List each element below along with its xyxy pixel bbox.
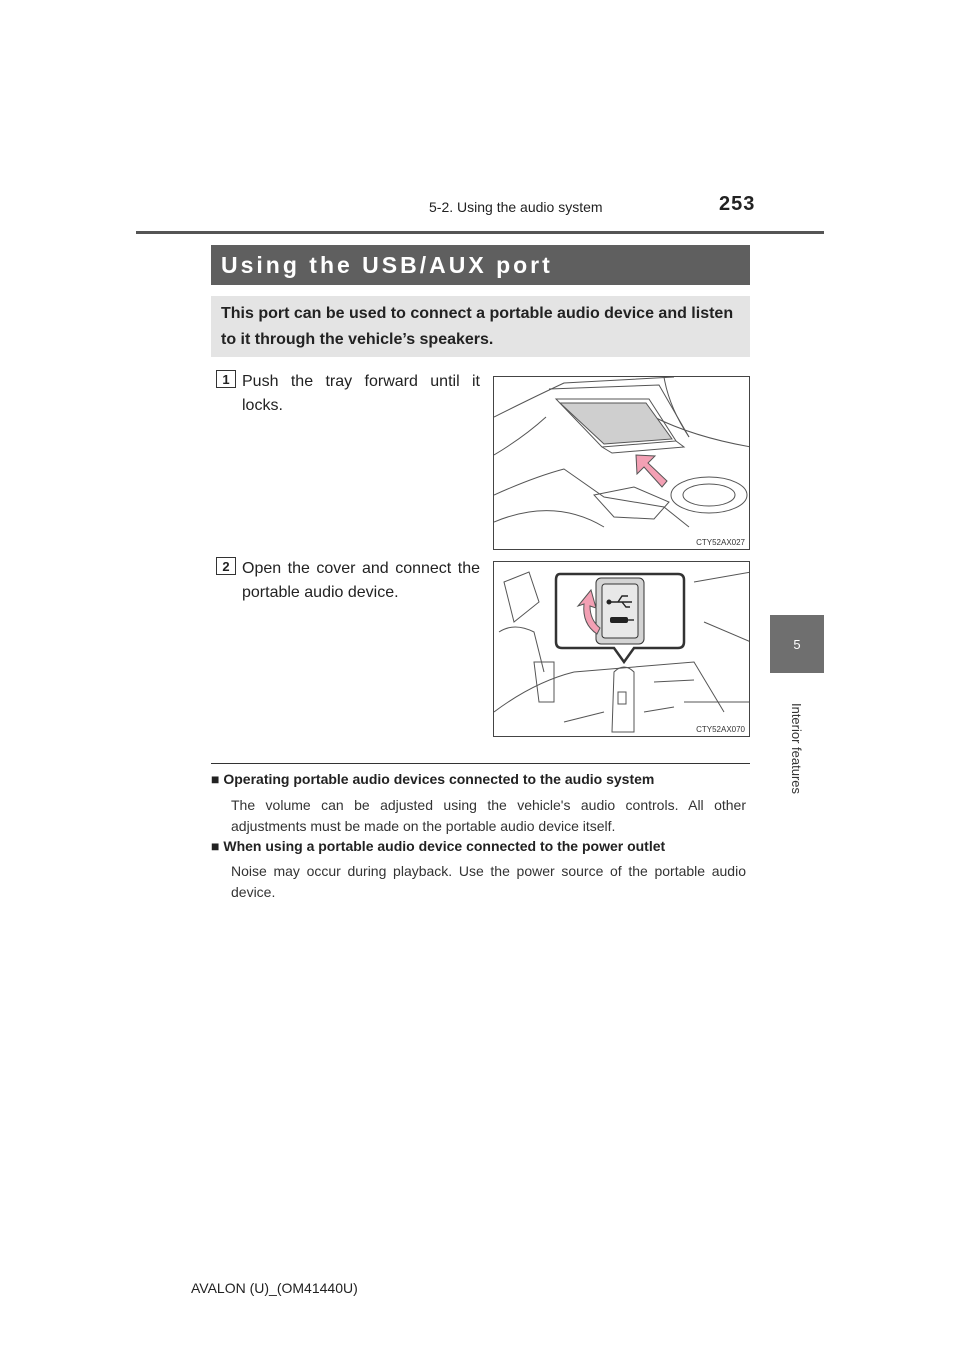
- note-body-1: The volume can be adjusted using the vehicle's audio controls. All other adjustments must be made on the portable audio device itself.: [231, 797, 746, 834]
- chapter-title: Interior features: [789, 702, 805, 794]
- intro-box: [211, 296, 750, 357]
- figure-code-1: CTY52AX027: [696, 538, 745, 547]
- footer-model: AVALON (U)_(OM41440U): [191, 1280, 358, 1296]
- note-heading-2-text: When using a portable audio device connected to the power outlet: [223, 838, 666, 854]
- figure-code-2: CTY52AX070: [696, 725, 745, 734]
- figure-usb-port: [493, 561, 750, 737]
- page-number: 253: [719, 193, 756, 215]
- chapter-label: [770, 673, 824, 823]
- note-body-2: Noise may occur during playback. Use the power source of the portable audio device.: [231, 863, 746, 900]
- chapter-tab[interactable]: [770, 615, 824, 673]
- chapter-number: 5: [793, 636, 801, 652]
- intro-text: This port can be used to connect a portable audio device and listen to it through the vehicle’s speakers.: [221, 305, 734, 348]
- tray-illustration: [494, 377, 750, 550]
- note-heading-2: ■ When using a portable audio device connected to the power outlet: [211, 838, 666, 854]
- notes-rule: [211, 763, 750, 764]
- usb-port-illustration: [494, 562, 750, 737]
- note-heading-1: ■ Operating portable audio devices connected to the audio system: [211, 771, 655, 787]
- step-text-2: Open the cover and connect the portable audio device.: [242, 560, 480, 601]
- note-heading-1-text: Operating portable audio devices connected to the audio system: [223, 771, 655, 787]
- step-text-1: Push the tray forward until it locks.: [242, 373, 480, 414]
- step-number-1: 1: [216, 370, 236, 388]
- page-title: Using the USB/AUX port: [211, 245, 750, 285]
- header-rule: [136, 231, 824, 234]
- step-number-2: 2: [216, 557, 236, 575]
- header-section-title: 5-2. Using the audio system: [429, 199, 603, 215]
- push-arrow-icon: [636, 455, 667, 487]
- figure-tray: [493, 376, 750, 550]
